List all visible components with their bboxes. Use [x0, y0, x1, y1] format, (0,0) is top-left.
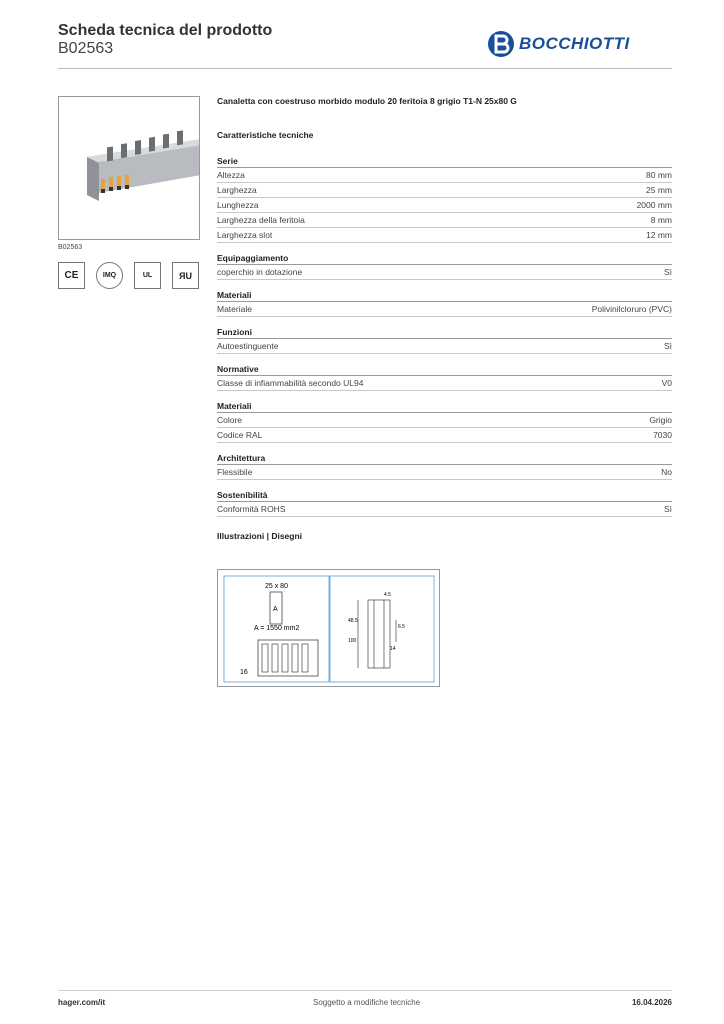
- dim-48-5: 48.5: [348, 618, 358, 624]
- spec-row: [217, 302, 672, 317]
- spec-label: Conformità ROHS: [217, 504, 286, 514]
- spec-value: Grigio: [649, 415, 672, 425]
- spec-group: [217, 363, 672, 391]
- spec-value: Polivinilcloruro (PVC): [591, 304, 672, 314]
- dim-100: 100: [348, 638, 357, 644]
- footer-note: Soggetto a modifiche tecniche: [313, 998, 421, 1007]
- spec-group-title: Serie: [217, 155, 672, 168]
- dim-4-5: 4.5: [384, 592, 391, 598]
- spec-group-title: Funzioni: [217, 326, 672, 339]
- certification-marks: [58, 262, 199, 289]
- spec-row: [217, 198, 672, 213]
- footer-site: hager.com/it: [58, 998, 106, 1007]
- spec-row: [217, 213, 672, 228]
- spec-group-title: Equipaggiamento: [217, 252, 672, 265]
- spec-group: [217, 155, 672, 243]
- illustrations-heading: Illustrazioni | Disegni: [217, 531, 303, 541]
- area-label: A = 1550 mm2: [254, 625, 300, 632]
- spec-value: 8 mm: [650, 215, 672, 225]
- area-symbol: A: [273, 606, 278, 613]
- spec-label: Larghezza della feritoia: [217, 215, 305, 225]
- spec-group: [217, 400, 672, 443]
- dim-14: 14: [390, 646, 396, 652]
- product-photo: [58, 96, 200, 240]
- dim-6-5: 6.5: [398, 624, 405, 630]
- spec-groups: [217, 155, 672, 517]
- spec-value: No: [661, 467, 672, 477]
- spec-row: [217, 376, 672, 391]
- spec-group: [217, 252, 672, 280]
- section-label: 25 x 80: [265, 583, 288, 590]
- product-title: Canaletta con coestruso morbido modulo 20 feritoia 8 grigio T1-N 25x80 G: [217, 96, 517, 106]
- spec-row: [217, 339, 672, 354]
- spec-label: Larghezza slot: [217, 230, 273, 240]
- photo-caption: B02563: [58, 244, 83, 251]
- spec-group-title: Architettura: [217, 452, 672, 465]
- spec-value: 2000 mm: [636, 200, 672, 210]
- spec-value: Sì: [663, 504, 672, 514]
- spec-label: Materiale: [217, 304, 252, 314]
- page-title: Scheda tecnica del prodotto: [58, 22, 273, 39]
- spec-label: Classe di infiammabilità secondo UL94: [217, 378, 364, 388]
- spec-row: [217, 413, 672, 428]
- spec-value: Sì: [663, 341, 672, 351]
- spec-group-title: Materiali: [217, 400, 672, 413]
- ul-listed-icon: UL: [134, 262, 161, 289]
- spec-row: [217, 465, 672, 480]
- spec-value: V0: [661, 378, 672, 388]
- drawing-svg: [218, 570, 441, 688]
- brand-logo: [487, 28, 630, 60]
- footer-divider: [58, 990, 672, 991]
- spec-row: [217, 428, 672, 443]
- module-label: 16: [240, 669, 248, 676]
- spec-label: Colore: [217, 415, 243, 425]
- spec-group-title: Sostenibilità: [217, 489, 672, 502]
- spec-value: Sì: [663, 267, 672, 277]
- spec-label: Lunghezza: [217, 200, 259, 210]
- spec-value: 80 mm: [646, 170, 672, 180]
- specs-heading: Caratteristiche tecniche: [217, 130, 314, 140]
- spec-label: Autoestinguente: [217, 341, 279, 351]
- footer-date: 16.04.2026: [631, 998, 672, 1007]
- spec-group: [217, 326, 672, 354]
- spec-section: [217, 96, 672, 547]
- header-divider: [58, 68, 672, 69]
- spec-label: coperchio in dotazione: [217, 267, 303, 277]
- ur-recognized-icon: ЯU: [172, 262, 199, 289]
- technical-drawing: [217, 569, 440, 687]
- spec-value: 25 mm: [646, 185, 672, 195]
- spec-label: Larghezza: [217, 185, 257, 195]
- spec-row: [217, 502, 672, 517]
- spec-group-title: Normative: [217, 363, 672, 376]
- spec-label: Flessibile: [217, 467, 253, 477]
- spec-label: Altezza: [217, 170, 245, 180]
- bocchiotti-logo-icon: [487, 30, 515, 58]
- imq-mark-icon: IMQ: [96, 262, 123, 289]
- product-code: B02563: [58, 40, 114, 57]
- spec-group-title: Materiali: [217, 289, 672, 302]
- spec-group: [217, 289, 672, 317]
- spec-value: 12 mm: [646, 230, 672, 240]
- spec-row: [217, 265, 672, 280]
- spec-row: [217, 168, 672, 183]
- spec-value: 7030: [653, 430, 672, 440]
- cable-duct-image: [59, 97, 200, 240]
- spec-row: [217, 228, 672, 243]
- spec-group: [217, 452, 672, 480]
- spec-label: Codice RAL: [217, 430, 263, 440]
- spec-group: [217, 489, 672, 517]
- ce-mark-icon: CE: [58, 262, 85, 289]
- spec-row: [217, 183, 672, 198]
- brand-name: BOCCHIOTTI: [519, 34, 630, 53]
